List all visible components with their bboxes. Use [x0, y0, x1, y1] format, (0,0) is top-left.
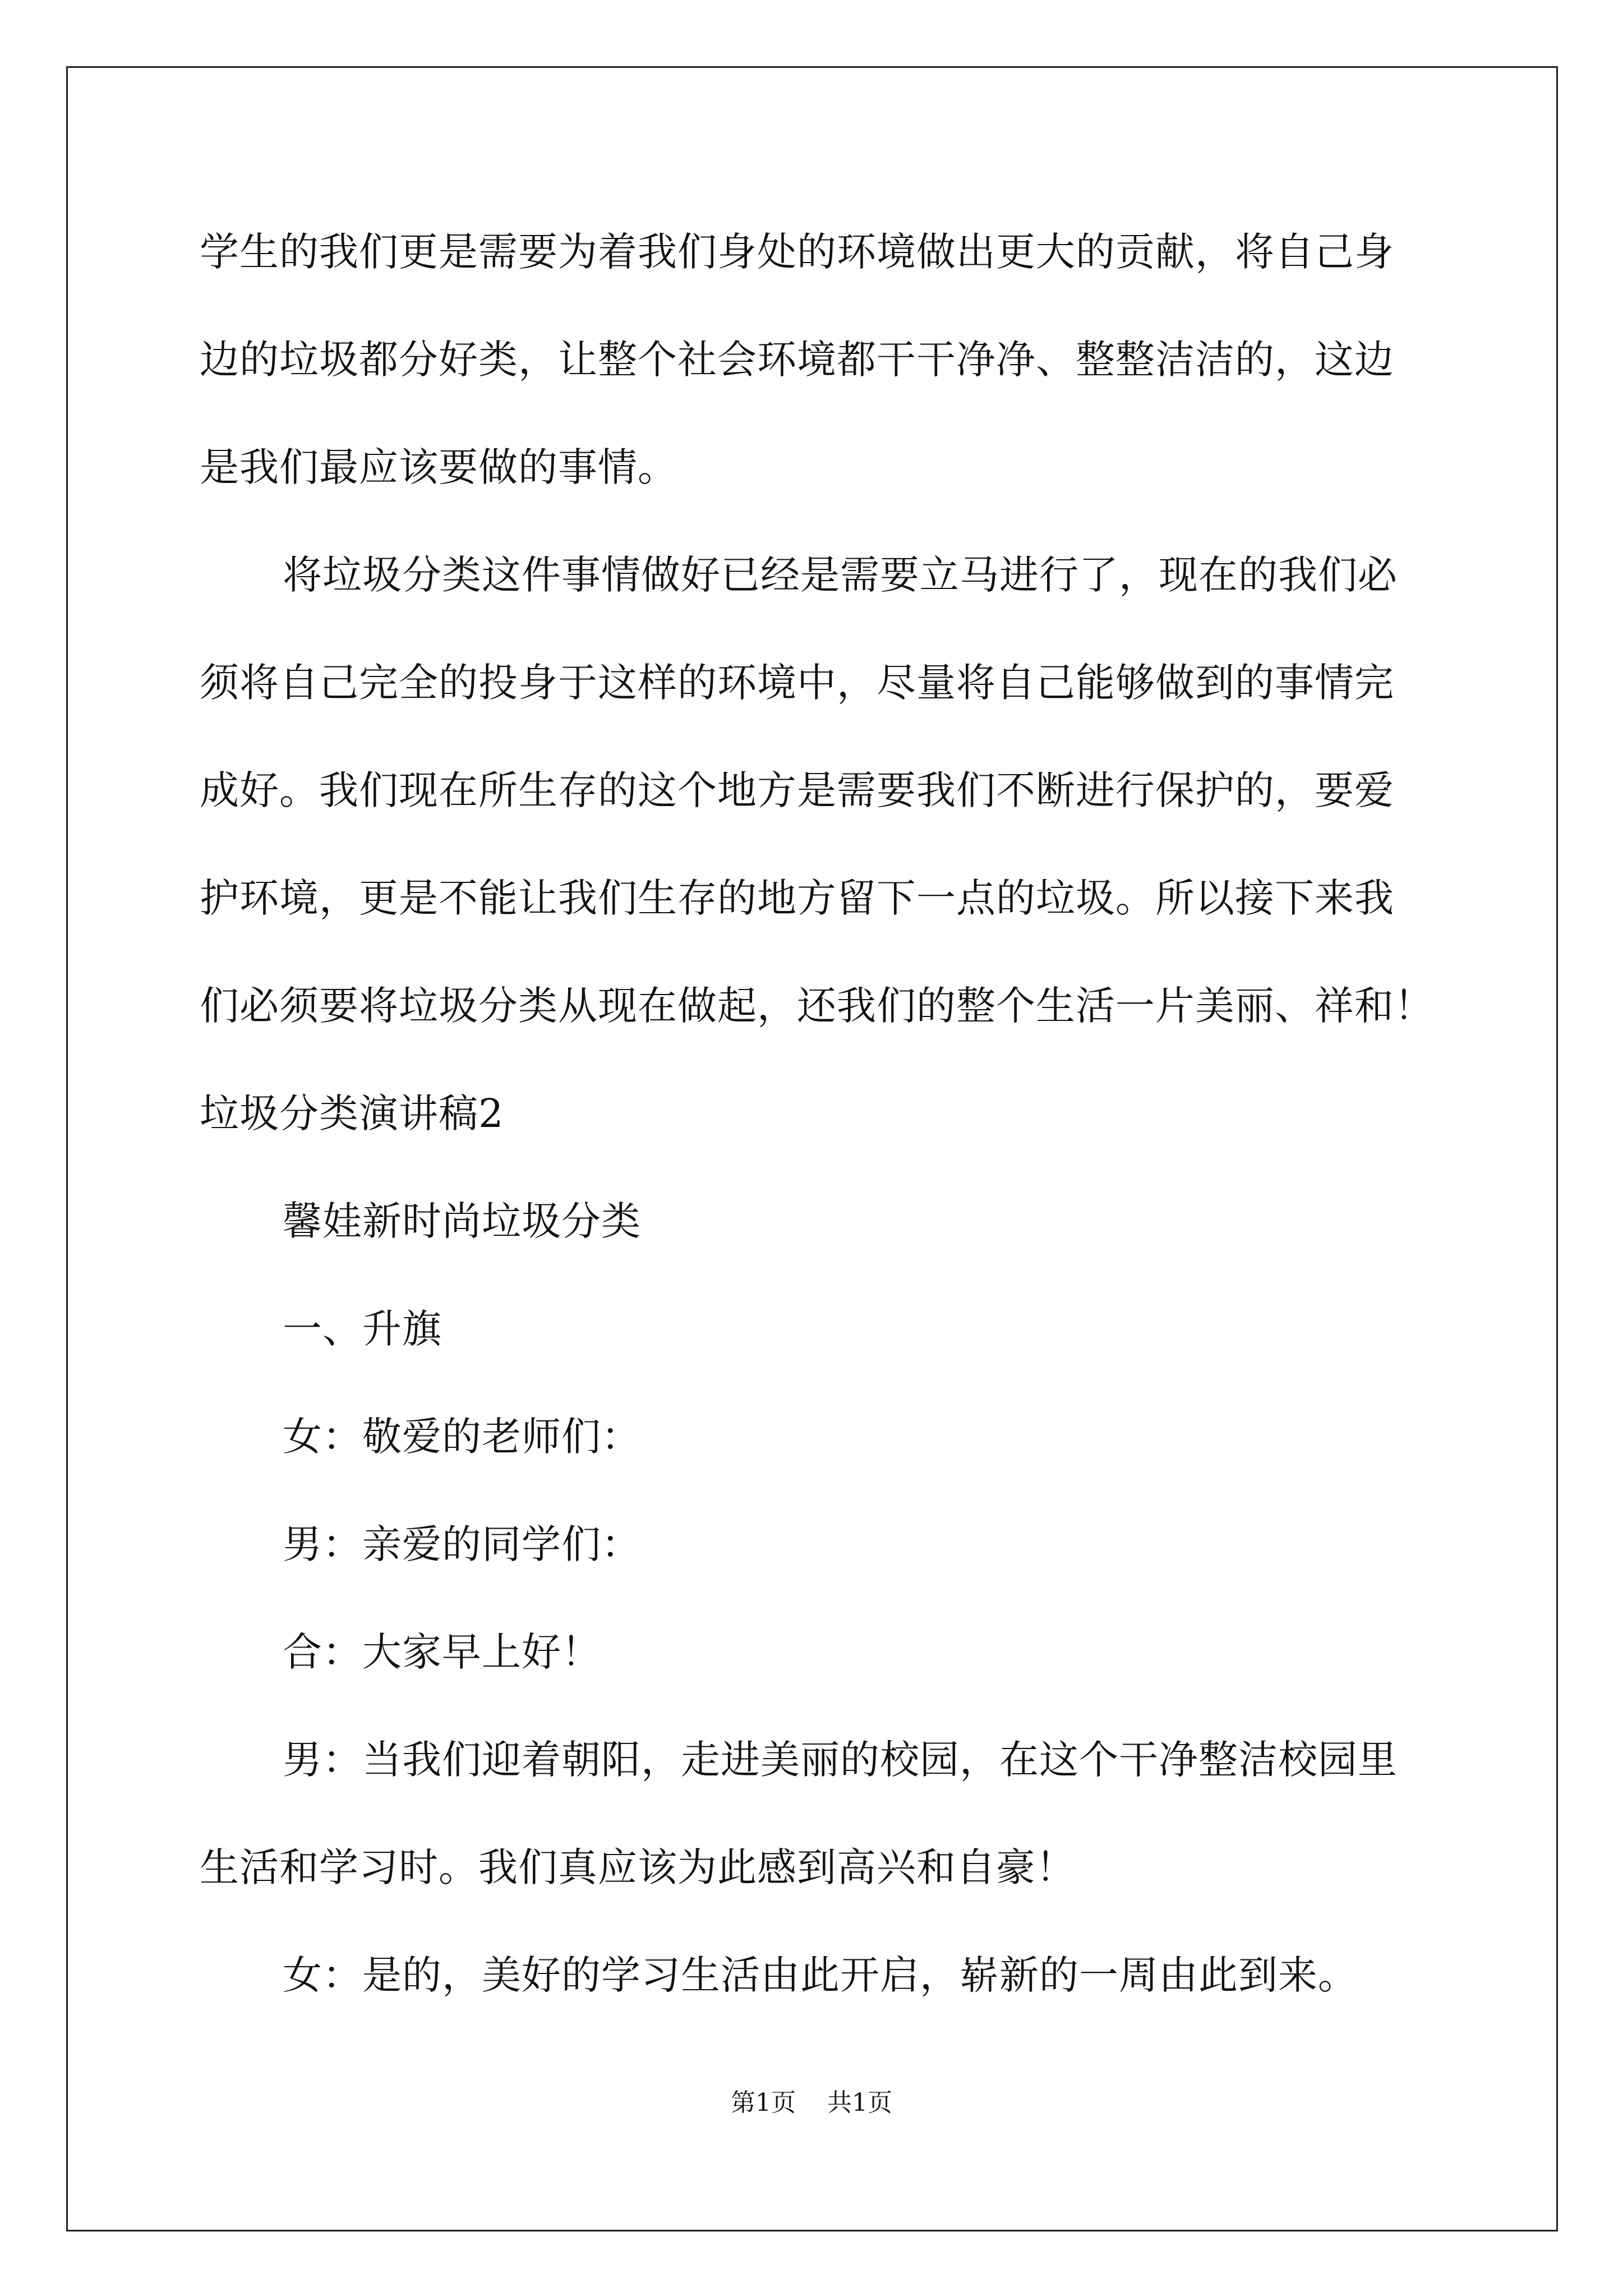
dialogue-line: 男：亲爱的同学们： — [283, 1521, 641, 1567]
text-line: 学生的我们更是需要为着我们身处的环境做出更大的贡献，将自己身 — [200, 229, 1394, 275]
section-heading: 垃圾分类演讲稿2 — [200, 1091, 504, 1137]
text-line: 护环境，更是不能让我们生存的地方留下一点的垃圾。所以接下来我 — [200, 875, 1394, 921]
text-line: 须将自己完全的投身于这样的环境中，尽量将自己能够做到的事情完 — [200, 660, 1394, 706]
dialogue-line: 女：是的，美好的学习生活由此开启，崭新的一周由此到来。 — [283, 1952, 1358, 1998]
subsection-heading: 一、升旗 — [283, 1306, 442, 1352]
text-line: 是我们最应该要做的事情。 — [200, 444, 677, 490]
paragraph-start-line: 将垃圾分类这件事情做好已经是需要立马进行了，现在的我们必 — [283, 552, 1398, 598]
text-line: 成好。我们现在所生存的这个地方是需要我们不断进行保护的，要爱 — [200, 767, 1394, 813]
dialogue-line: 女：敬爱的老师们： — [283, 1414, 641, 1460]
page-footer — [0, 2088, 1623, 2118]
page-border — [66, 66, 1558, 2231]
dialogue-line: 合：大家早上好！ — [283, 1629, 601, 1675]
page-number-current: 第1页 — [731, 2088, 796, 2117]
text-line: 们必须要将垃圾分类从现在做起，还我们的整个生活一片美丽、祥和！ — [200, 983, 1434, 1029]
page-number-total: 共1页 — [827, 2088, 892, 2117]
text-line: 边的垃圾都分好类，让整个社会环境都干干净净、整整洁洁的，这边 — [200, 337, 1394, 383]
dialogue-line: 男：当我们迎着朝阳，走进美丽的校园，在这个干净整洁校园里 — [283, 1737, 1398, 1783]
text-line: 生活和学习时。我们真应该为此感到高兴和自豪！ — [200, 1844, 1076, 1890]
subtitle-line: 馨娃新时尚垃圾分类 — [283, 1198, 641, 1244]
